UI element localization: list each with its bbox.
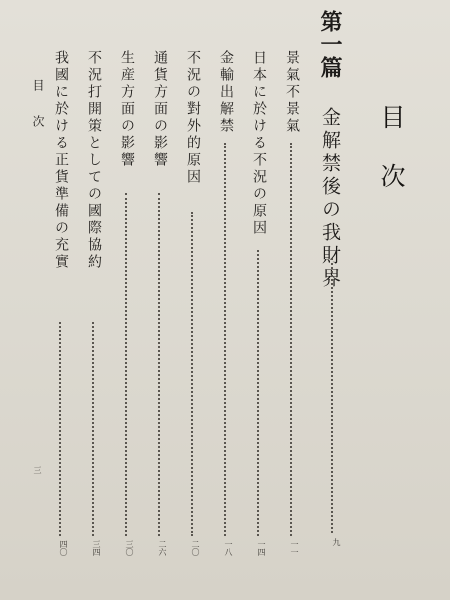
toc-entry-6-page: 三〇: [125, 540, 134, 556]
toc-entry-7-page: 三四: [92, 540, 101, 556]
toc-entry-3-leader: [224, 143, 226, 536]
part-label: 第一篇: [317, 10, 343, 79]
toc-entry-2: 日本に於ける不況の原因: [251, 50, 267, 237]
toc-entry-3-page: 一八: [224, 540, 233, 556]
folio-number: 三: [33, 466, 42, 474]
toc-entry-1: 景氣不景氣: [284, 50, 300, 135]
part-title: 金解禁後の我財界: [319, 107, 341, 291]
toc-entry-5-page: 二六: [158, 540, 167, 556]
toc-entry-7: 不況打開策としての國際協約: [86, 50, 102, 271]
toc-entry-8-leader: [59, 322, 61, 536]
page-title: 目次: [377, 104, 406, 222]
toc-entry-6-leader: [125, 193, 127, 536]
part-leader-dots: [331, 258, 333, 533]
toc-entry-6: 生産方面の影響: [119, 50, 135, 169]
toc-entry-2-page: 一四: [257, 540, 266, 556]
toc-entry-8-page: 四〇: [59, 540, 68, 556]
toc-entry-4: 不況の對外的原因: [185, 50, 201, 186]
toc-entry-2-leader: [257, 250, 259, 536]
running-head: 目次: [31, 79, 45, 151]
toc-entry-3: 金輸出解禁: [218, 50, 234, 135]
toc-entry-1-leader: [290, 143, 292, 536]
part-page-number: 九: [332, 538, 341, 546]
toc-entry-5-leader: [158, 193, 160, 536]
toc-entry-8: 我國に於ける正貨準備の充實: [53, 50, 69, 271]
toc-entry-4-page: 二〇: [191, 540, 200, 556]
toc-entry-1-page: 一一: [290, 540, 299, 556]
toc-entry-5: 通貨方面の影響: [152, 50, 168, 169]
toc-entry-7-leader: [92, 322, 94, 536]
toc-entry-4-leader: [191, 212, 193, 536]
